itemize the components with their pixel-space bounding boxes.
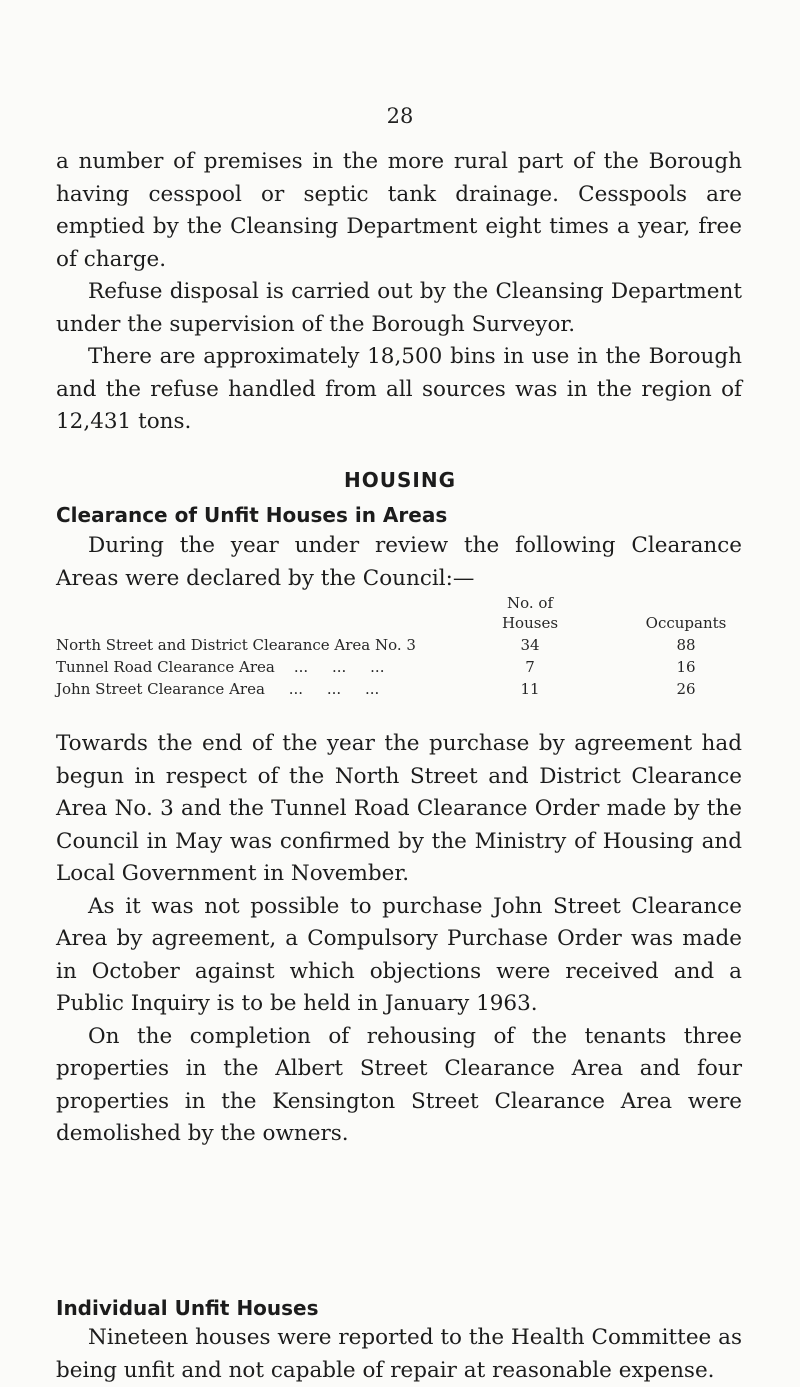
- clearance-subheading: Clearance of Unfit Houses in Areas: [56, 503, 448, 527]
- paragraph-clearance-intro: During the year under review the following Clearance Areas were declared by the Council:—: [56, 533, 742, 591]
- intro-section: [56, 146, 742, 439]
- header-houses-line1: No. of: [506, 594, 553, 612]
- area-name: Tunnel Road Clearance Area ... ... ...: [56, 658, 385, 676]
- houses-count: 34: [520, 636, 540, 654]
- paragraph-demolition: On the completion of rehousing of the tenants three properties in the Albert Street Clearance Area and four properties in the Kensington Street Clearance Area were demolished by the owners.: [56, 1023, 742, 1146]
- paragraph-purchase-agreement: Towards the end of the year the purchase by agreement had begun in respect of the North Street and District Clearance Area No. 3 and the Tunnel Road Clearance Order made by the Council in May was confirmed by the Ministry of Housing and Local Government in November.: [56, 731, 742, 886]
- page-number: 28: [386, 104, 414, 128]
- paragraph-refuse-disposal: Refuse disposal is carried out by the Cleansing Department under the supervision of the Borough Surveyor.: [56, 279, 742, 337]
- housing-heading: HOUSING: [344, 468, 456, 492]
- paragraph-compulsory-purchase: As it was not possible to purchase John Street Clearance Area by agreement, a Compulsory Purchase Order was made in October against which objections were received and a Public Inquiry is to be held in January 1963.: [56, 893, 742, 1016]
- houses-count: 11: [520, 680, 540, 698]
- clearance-intro-section: [56, 530, 742, 595]
- individual-section: [56, 1322, 742, 1387]
- paragraph-individual-unfit: Nineteen houses were reported to the Health Committee as being unfit and not capable of repair at reasonable expense.: [56, 1325, 742, 1383]
- header-houses-line2: Houses: [501, 614, 559, 632]
- table-row: [56, 680, 746, 702]
- houses-count: 7: [525, 658, 535, 676]
- header-occupants: Occupants: [645, 614, 727, 632]
- occupants-count: 16: [676, 658, 696, 676]
- occupants-count: 88: [676, 636, 696, 654]
- clearance-areas-table: [56, 594, 746, 714]
- area-name: North Street and District Clearance Area No. 3: [56, 636, 416, 654]
- paragraph-bins: There are approximately 18,500 bins in use in the Borough and the refuse handled from all sources was in the region of 12,431 tons.: [56, 344, 742, 434]
- table-row: [56, 658, 746, 680]
- table-row: [56, 636, 746, 658]
- area-name: John Street Clearance Area ... ... ...: [56, 680, 380, 698]
- clearance-progress-section: [56, 728, 742, 1151]
- individual-unfit-subheading: Individual Unfit Houses: [56, 1296, 319, 1320]
- occupants-count: 26: [676, 680, 696, 698]
- paragraph-cesspool: a number of premises in the more rural part of the Borough having cesspool or septic tank drainage. Cesspools are emptied by the Cleansing Department eight times a year, free of charge.: [56, 149, 742, 272]
